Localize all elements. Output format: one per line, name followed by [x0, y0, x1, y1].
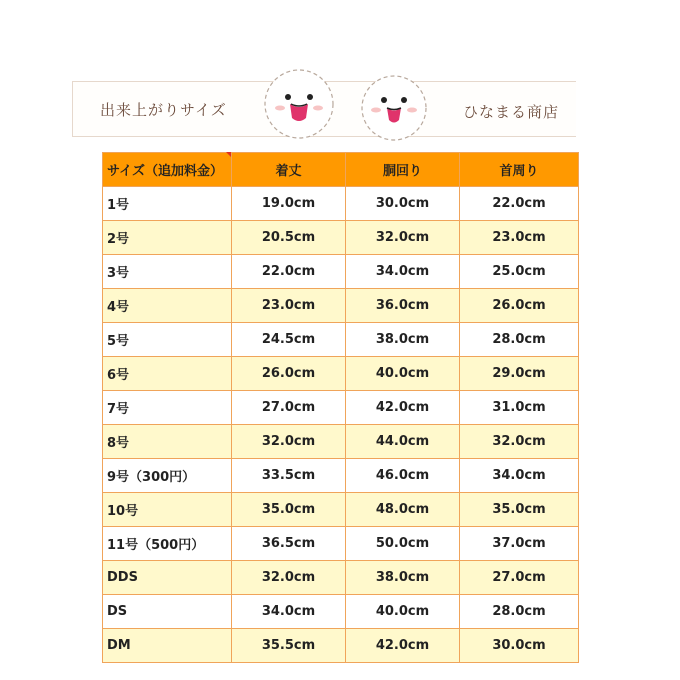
table-row [103, 357, 579, 391]
waist-cell: 42.0cm [346, 391, 460, 425]
table-row [103, 561, 579, 595]
waist-cell: 46.0cm [346, 459, 460, 493]
cloud-face-icon-left [265, 70, 333, 138]
length-cell: 22.0cm [232, 255, 346, 289]
size-cell: 7号 [103, 391, 232, 425]
header-length: 着丈 [232, 153, 346, 187]
size-cell: 3号 [103, 255, 232, 289]
size-cell: 4号 [103, 289, 232, 323]
table-row [103, 493, 579, 527]
waist-cell: 38.0cm [346, 561, 460, 595]
waist-cell: 40.0cm [346, 595, 460, 629]
size-cell: DS [103, 595, 232, 629]
header-size: サイズ（追加料金） [103, 153, 232, 187]
neck-cell: 31.0cm [460, 391, 579, 425]
waist-cell: 36.0cm [346, 289, 460, 323]
size-cell: 10号 [103, 493, 232, 527]
header-neck: 首周り [460, 153, 579, 187]
length-cell: 19.0cm [232, 187, 346, 221]
length-cell: 32.0cm [232, 561, 346, 595]
waist-cell: 30.0cm [346, 187, 460, 221]
size-cell: 6号 [103, 357, 232, 391]
size-cell: 9号（300円） [103, 459, 232, 493]
table-row [103, 425, 579, 459]
neck-cell: 29.0cm [460, 357, 579, 391]
banner-title: 出来上がりサイズ [100, 101, 227, 119]
cloud-face-icon-right [362, 76, 426, 140]
neck-cell: 34.0cm [460, 459, 579, 493]
table-header-row [103, 153, 579, 187]
table-row [103, 629, 579, 663]
neck-cell: 32.0cm [460, 425, 579, 459]
header-waist: 胴回り [346, 153, 460, 187]
length-cell: 20.5cm [232, 221, 346, 255]
neck-cell: 37.0cm [460, 527, 579, 561]
table-row [103, 323, 579, 357]
waist-cell: 32.0cm [346, 221, 460, 255]
length-cell: 34.0cm [232, 595, 346, 629]
waist-cell: 34.0cm [346, 255, 460, 289]
size-cell: 5号 [103, 323, 232, 357]
table-row [103, 391, 579, 425]
length-cell: 27.0cm [232, 391, 346, 425]
length-cell: 33.5cm [232, 459, 346, 493]
waist-cell: 44.0cm [346, 425, 460, 459]
table-row [103, 595, 579, 629]
size-cell: 8号 [103, 425, 232, 459]
neck-cell: 27.0cm [460, 561, 579, 595]
waist-cell: 48.0cm [346, 493, 460, 527]
length-cell: 36.5cm [232, 527, 346, 561]
length-cell: 26.0cm [232, 357, 346, 391]
size-cell: DDS [103, 561, 232, 595]
corner-marker [226, 152, 231, 157]
length-cell: 32.0cm [232, 425, 346, 459]
size-cell: 2号 [103, 221, 232, 255]
waist-cell: 42.0cm [346, 629, 460, 663]
waist-cell: 40.0cm [346, 357, 460, 391]
waist-cell: 50.0cm [346, 527, 460, 561]
neck-cell: 28.0cm [460, 323, 579, 357]
neck-cell: 35.0cm [460, 493, 579, 527]
neck-cell: 28.0cm [460, 595, 579, 629]
waist-cell: 38.0cm [346, 323, 460, 357]
length-cell: 35.0cm [232, 493, 346, 527]
table-row [103, 459, 579, 493]
size-table [102, 152, 579, 663]
neck-cell: 25.0cm [460, 255, 579, 289]
table-row [103, 187, 579, 221]
mascots [244, 52, 444, 142]
neck-cell: 26.0cm [460, 289, 579, 323]
neck-cell: 23.0cm [460, 221, 579, 255]
length-cell: 35.5cm [232, 629, 346, 663]
size-cell: DM [103, 629, 232, 663]
length-cell: 24.5cm [232, 323, 346, 357]
table-row [103, 289, 579, 323]
size-cell: 11号（500円） [103, 527, 232, 561]
table-row [103, 527, 579, 561]
neck-cell: 22.0cm [460, 187, 579, 221]
table-row [103, 255, 579, 289]
size-cell: 1号 [103, 187, 232, 221]
shop-name: ひなまる商店 [463, 103, 560, 121]
table-row [103, 221, 579, 255]
length-cell: 23.0cm [232, 289, 346, 323]
neck-cell: 30.0cm [460, 629, 579, 663]
